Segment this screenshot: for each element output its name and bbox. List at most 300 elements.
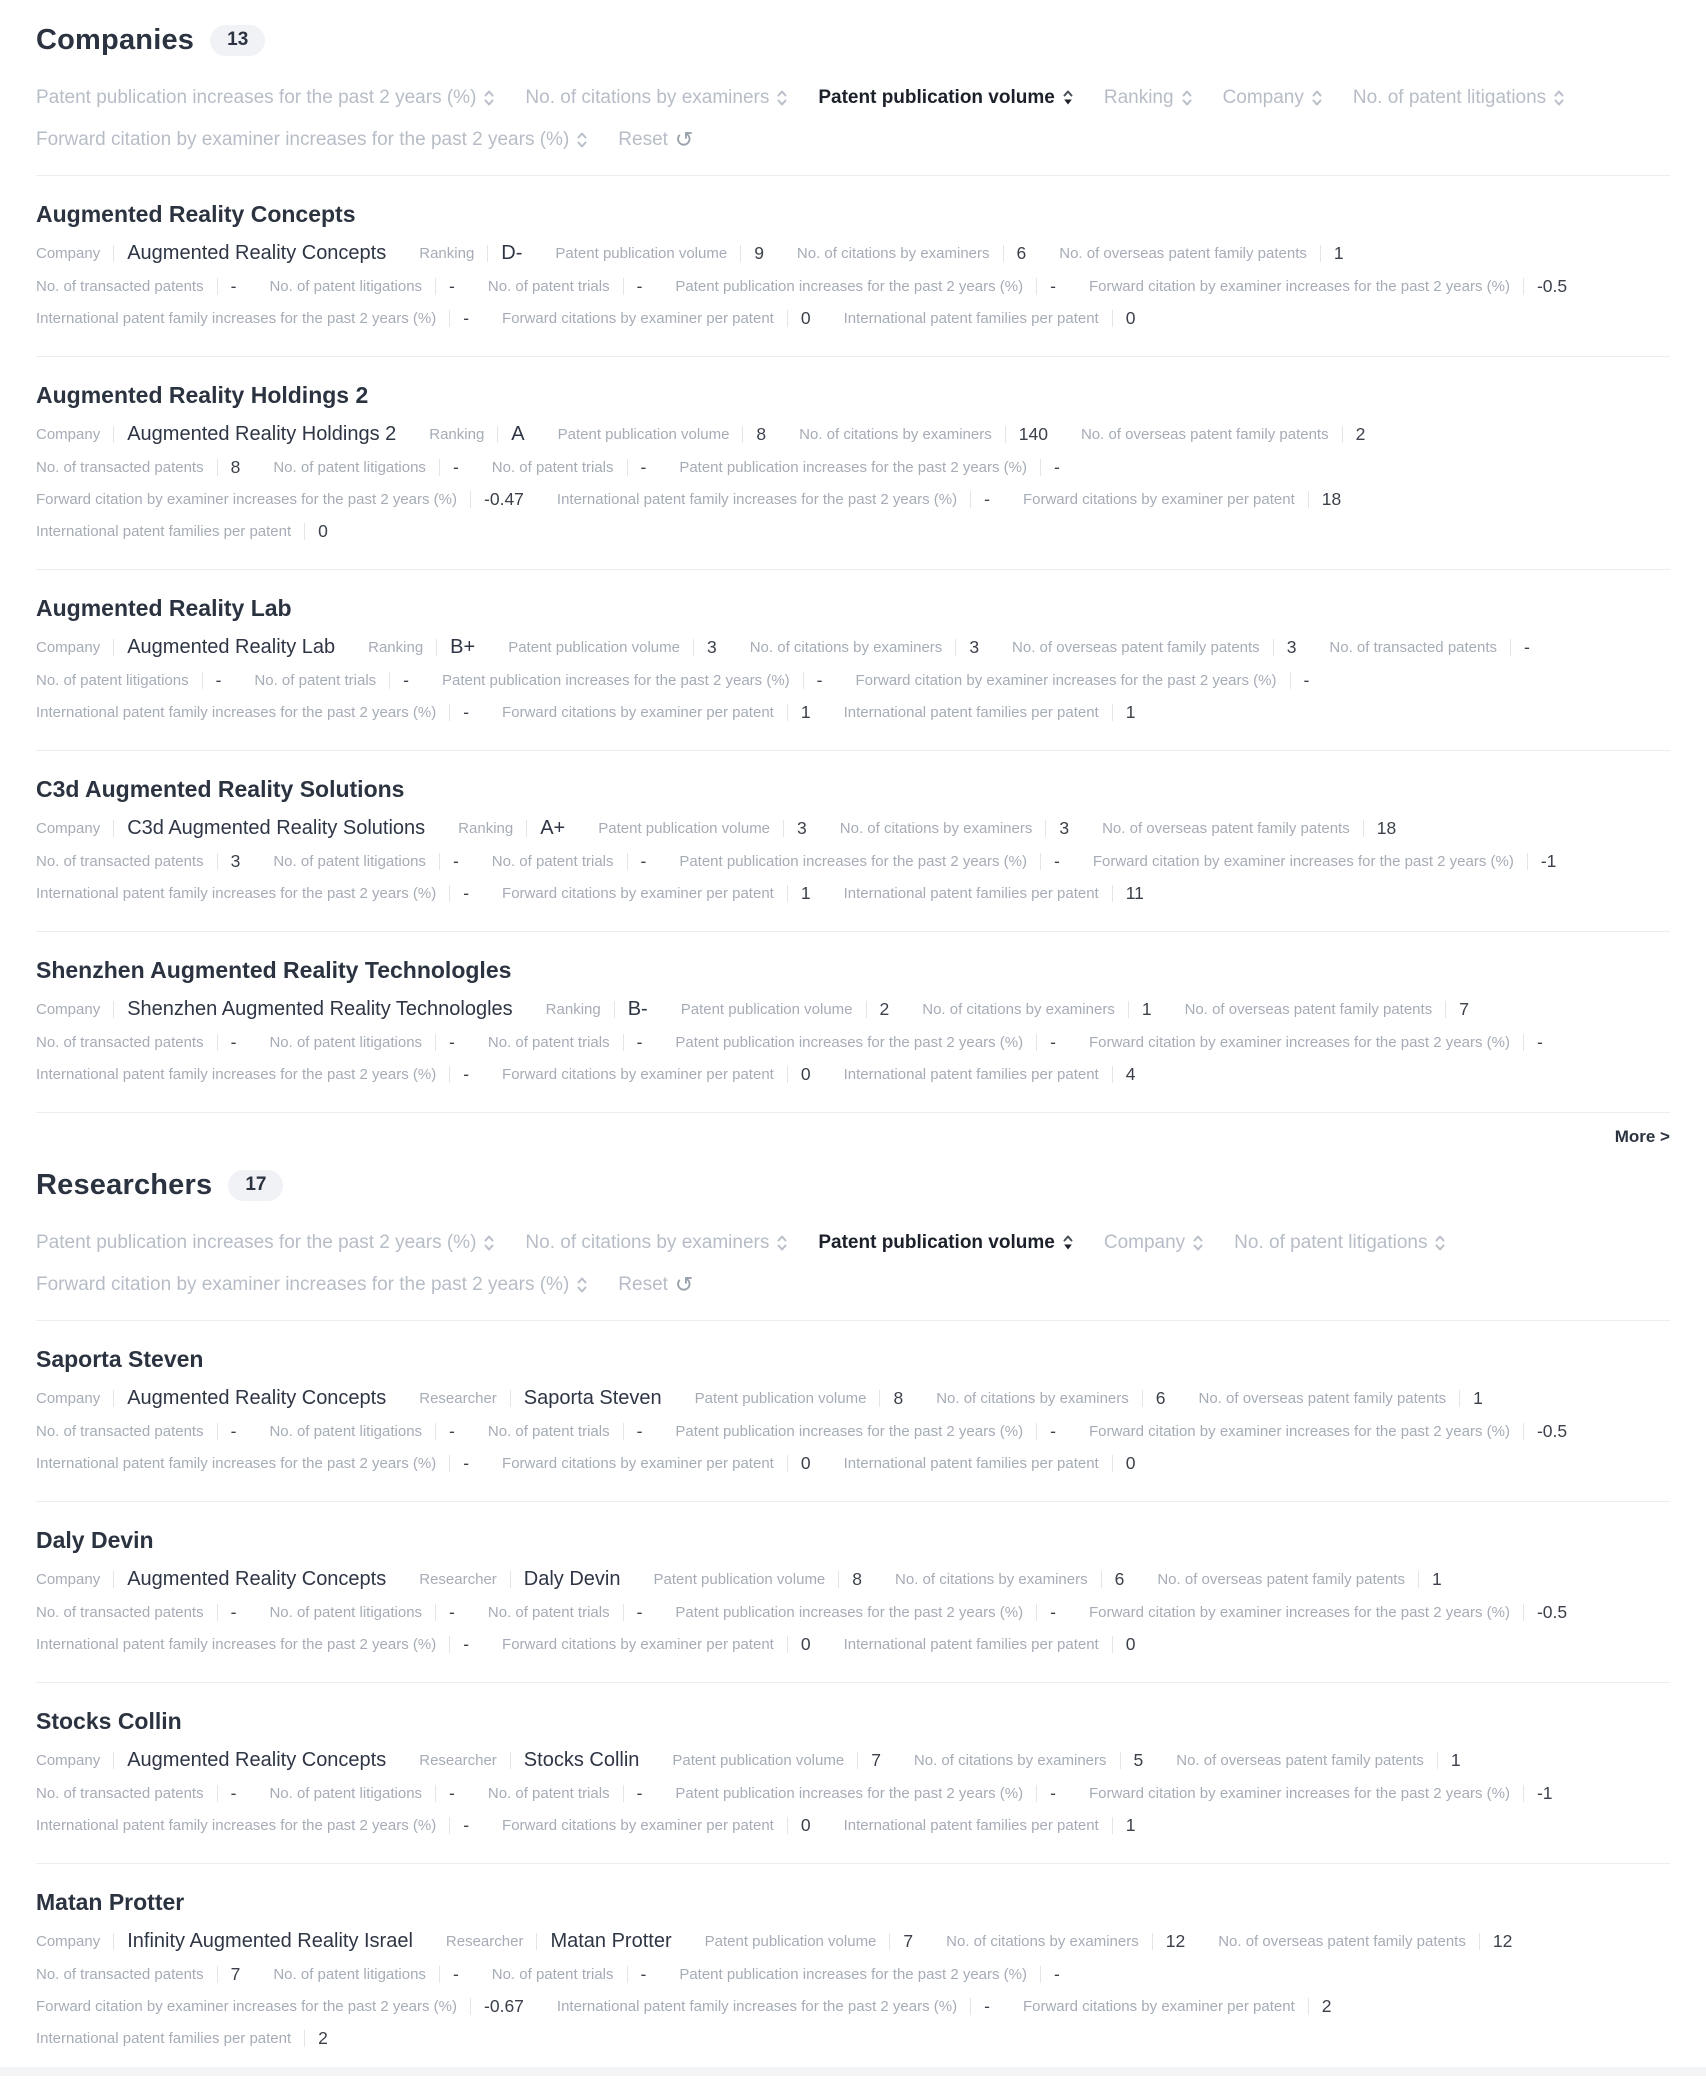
reset-button[interactable] (618, 129, 693, 151)
field-international-patent-family-increases-for-the-past-2-years (36, 1453, 469, 1474)
field-value: - (640, 457, 647, 477)
field-value: Saporta Steven (523, 1387, 662, 1409)
field-value: 0 (1125, 1634, 1136, 1654)
field-forward-citations-by-examiner-per-patent (502, 883, 811, 904)
field-value: 3 (1286, 637, 1297, 657)
field-label: Company (36, 1571, 101, 1588)
field-divider (1273, 639, 1274, 656)
field-divider (113, 1001, 114, 1018)
field-no-of-patent-litigations (269, 1602, 454, 1623)
field-forward-citations-by-examiner-per-patent (502, 308, 811, 329)
entry-title[interactable]: C3d Augmented Reality Solutions (36, 776, 405, 802)
field-international-patent-families-per-patent (844, 883, 1144, 904)
field-divider (1036, 1785, 1037, 1802)
field-divider (1003, 245, 1004, 262)
field-value: - (984, 489, 990, 509)
field-label: No. of overseas patent family patents (1012, 639, 1260, 656)
field-divider (1523, 1423, 1524, 1440)
field-value: 7 (230, 1964, 241, 1984)
field-divider (1418, 1571, 1419, 1588)
field-divider (1320, 245, 1321, 262)
sort-icon (1181, 88, 1193, 108)
field-label: Researcher (419, 1571, 497, 1588)
field-international-patent-family-increases-for-the-past-2-years (557, 489, 990, 510)
sorter-row (36, 87, 1670, 109)
field-forward-citation-by-examiner-increases-for-the-past-2-years (36, 1996, 524, 2017)
field-divider (217, 853, 218, 870)
field-label: No. of citations by examiners (913, 1752, 1107, 1769)
field-no-of-patent-litigations (269, 276, 454, 297)
field-divider (623, 1423, 624, 1440)
field-forward-citation-by-examiner-increases-for-the-past-2-years (856, 670, 1310, 691)
field-label: No. of patent trials (487, 1604, 610, 1621)
field-value: -1 (1540, 851, 1557, 871)
field-label: No. of transacted patents (36, 278, 204, 295)
field-value: - (230, 276, 237, 296)
field-label: Patent publication increases for the past 2 years (%) (675, 1034, 1024, 1051)
field-forward-citations-by-examiner-per-patent (502, 1634, 811, 1655)
field-divider (627, 459, 628, 476)
sorter-rows (36, 87, 1670, 151)
field-label: Forward citations by examiner per patent (502, 885, 774, 902)
field-forward-citation-by-examiner-increases-for-the-past-2-years (1089, 1783, 1553, 1804)
field-patent-publication-increases-for-the-past-2-years (679, 1964, 1060, 1985)
field-label: Company (36, 1933, 101, 1950)
field-value: -0.67 (484, 1996, 524, 2016)
field-label: Patent publication increases for the past 2 years (%) (675, 1423, 1024, 1440)
field-forward-citation-by-examiner-increases-for-the-past-2-years (36, 489, 524, 510)
field-label: No. of overseas patent family patents (1184, 1001, 1433, 1018)
field-label: Patent publication increases for the past 2 years (%) (675, 1785, 1024, 1802)
field-no-of-overseas-patent-family-patents (1059, 243, 1343, 264)
field-label: Forward citation by examiner increases for the past 2 years (%) (1092, 853, 1514, 870)
field-divider (787, 310, 788, 327)
field-value: 0 (1125, 308, 1136, 328)
field-value: - (1536, 1032, 1543, 1052)
field-ranking (368, 636, 475, 659)
field-value: 2 (879, 999, 890, 1019)
field-no-of-citations-by-examiners (936, 1388, 1165, 1409)
field-patent-publication-increases-for-the-past-2-years (675, 1421, 1056, 1442)
field-patent-publication-volume (508, 637, 717, 658)
field-forward-citations-by-examiner-per-patent (502, 1815, 811, 1836)
field-value: - (449, 1032, 455, 1052)
field-patent-publication-volume (681, 999, 890, 1020)
sorter-no-of-citations-by-examiners[interactable] (525, 87, 788, 109)
field-forward-citations-by-examiner-per-patent (502, 702, 811, 723)
field-value: Daly Devin (523, 1568, 621, 1590)
field-label: International patent family increases for the past 2 years (%) (36, 310, 437, 327)
sorter-ranking[interactable] (1104, 87, 1193, 109)
field-no-of-citations-by-examiners (799, 424, 1048, 445)
field-forward-citations-by-examiner-per-patent (502, 1453, 811, 1474)
field-divider (1040, 1966, 1041, 1983)
field-divider (857, 1752, 858, 1769)
sort-icon (483, 88, 495, 108)
bottom-divider (0, 2067, 1706, 2076)
field-company (36, 636, 335, 659)
field-divider (1005, 426, 1006, 443)
field-divider (435, 1604, 436, 1621)
sorter-label: No. of patent litigations (1234, 1232, 1428, 1253)
field-no-of-patent-trials (488, 1421, 643, 1442)
field-label: No. of patent trials (254, 672, 377, 689)
field-researcher (419, 1568, 620, 1591)
field-divider (436, 639, 437, 656)
field-international-patent-families-per-patent (844, 1815, 1136, 1836)
field-label: Forward citations by examiner per patent (502, 1817, 774, 1834)
field-label: No. of overseas patent family patents (1080, 426, 1329, 443)
entry-fields (36, 1930, 1571, 2049)
field-company (36, 1387, 386, 1410)
field-no-of-patent-trials (254, 670, 409, 691)
field-no-of-patent-trials (492, 457, 647, 478)
field-divider (787, 704, 788, 721)
sort-icon (576, 1275, 588, 1295)
field-divider (1036, 1423, 1037, 1440)
field-no-of-transacted-patents (1329, 637, 1529, 658)
field-value: 0 (318, 521, 328, 541)
field-value: Augmented Reality Lab (127, 636, 336, 658)
field-label: No. of transacted patents (36, 459, 204, 476)
sorter-no-of-citations-by-examiners[interactable] (525, 1232, 788, 1254)
field-company (36, 1568, 386, 1591)
field-value: - (215, 670, 222, 690)
entry (36, 1320, 1670, 1501)
field-label: No. of overseas patent family patents (1218, 1933, 1466, 1950)
field-label: Patent publication volume (598, 820, 771, 837)
field-divider (1142, 1390, 1143, 1407)
field-label: No. of overseas patent family patents (1176, 1752, 1424, 1769)
field-label: Patent publication increases for the past 2 years (%) (679, 1966, 1028, 1983)
field-label: Forward citation by examiner increases for the past 2 years (%) (1088, 278, 1510, 295)
field-value: 8 (756, 424, 767, 444)
field-divider (449, 1817, 450, 1834)
sorter-no-of-patent-litigations[interactable] (1353, 87, 1565, 109)
field-label: Company (36, 639, 101, 656)
field-divider (439, 1966, 440, 1983)
field-divider (1112, 1066, 1113, 1083)
field-value: Augmented Reality Concepts (127, 1387, 387, 1409)
field-divider (389, 672, 390, 689)
field-no-of-overseas-patent-family-patents (1012, 637, 1296, 658)
field-forward-citation-by-examiner-increases-for-the-past-2-years (1089, 1602, 1567, 1623)
field-divider (510, 1390, 511, 1407)
field-divider (113, 1933, 114, 1950)
field-label: No. of citations by examiners (895, 1571, 1088, 1588)
field-label: Company (36, 1001, 101, 1018)
entry-fields (36, 423, 1571, 542)
field-divider (1437, 1752, 1438, 1769)
field-label: Forward citations by examiner per patent (502, 310, 774, 327)
field-divider (1112, 885, 1113, 902)
field-label: No. of overseas patent family patents (1198, 1390, 1447, 1407)
more-link[interactable]: More > (1614, 1127, 1670, 1146)
entry-fields (36, 636, 1571, 723)
entry-title[interactable]: Augmented Reality Concepts (36, 201, 356, 227)
field-divider (627, 853, 628, 870)
field-value: - (640, 1964, 647, 1984)
field-label: No. of patent trials (487, 1785, 610, 1802)
field-value: 6 (1114, 1569, 1125, 1589)
field-international-patent-family-increases-for-the-past-2-years (36, 308, 469, 329)
field-company (36, 1749, 386, 1772)
field-label: No. of transacted patents (36, 1034, 204, 1051)
sorter-company[interactable] (1223, 87, 1323, 109)
field-patent-publication-increases-for-the-past-2-years (675, 1032, 1056, 1053)
sorter-patent-publication-increases-for-the-past-2-years[interactable] (36, 1232, 495, 1254)
field-divider (217, 459, 218, 476)
field-label: Forward citation by examiner increases for the past 2 years (%) (1088, 1785, 1510, 1802)
field-label: Ranking (545, 1001, 601, 1018)
field-value: 3 (230, 851, 241, 871)
field-label: Forward citations by examiner per patent (502, 704, 774, 721)
field-forward-citations-by-examiner-per-patent (1023, 489, 1341, 510)
field-value: 3 (797, 818, 807, 838)
field-value: - (449, 1783, 455, 1803)
field-label: No. of patent litigations (273, 459, 426, 476)
field-divider (1510, 639, 1511, 656)
field-value: - (463, 1453, 470, 1473)
sorter-company[interactable] (1104, 1232, 1204, 1254)
field-label: International patent families per patent (843, 310, 1099, 327)
field-no-of-patent-litigations (269, 1783, 454, 1804)
field-divider (1040, 459, 1041, 476)
field-label: International patent families per patent (843, 1636, 1099, 1653)
section-header (36, 24, 1670, 57)
field-label: Researcher (419, 1752, 497, 1769)
field-value: - (1054, 1964, 1060, 1984)
field-divider (439, 459, 440, 476)
field-international-patent-families-per-patent (844, 308, 1136, 329)
field-label: International patent families per patent (36, 2030, 292, 2047)
field-divider (449, 885, 450, 902)
field-patent-publication-volume (672, 1750, 881, 1771)
field-value: - (636, 276, 643, 296)
field-company (36, 998, 513, 1021)
sorter-label: Forward citation by examiner increases for the past 2 years (%) (36, 1274, 570, 1295)
field-label: No. of citations by examiners (796, 245, 990, 262)
field-value: - (463, 1634, 470, 1654)
field-no-of-transacted-patents (36, 1421, 236, 1442)
field-label: Patent publication volume (672, 1752, 845, 1769)
field-label: Patent publication increases for the past 2 years (%) (679, 459, 1028, 476)
entry-title[interactable]: Augmented Reality Lab (36, 595, 292, 621)
field-value: 3 (969, 637, 980, 657)
entry-title[interactable]: Matan Protter (36, 1889, 185, 1915)
field-divider (623, 1604, 624, 1621)
field-no-of-citations-by-examiners (895, 1569, 1124, 1590)
field-value: - (1050, 1032, 1056, 1052)
sorter-no-of-patent-litigations[interactable] (1234, 1232, 1446, 1254)
field-no-of-transacted-patents (36, 1032, 236, 1053)
field-value: 1 (1141, 999, 1152, 1019)
reset-button[interactable] (618, 1274, 693, 1296)
field-label: International patent family increases for the past 2 years (%) (36, 885, 437, 902)
sort-icon (776, 88, 788, 108)
sorter-label: Reset (618, 129, 668, 150)
field-label: No. of citations by examiners (936, 1390, 1129, 1407)
reset-icon: ↺ (674, 127, 694, 152)
field-label: Forward citations by examiner per patent (502, 1636, 774, 1653)
field-value: - (1054, 851, 1060, 871)
field-value: Augmented Reality Concepts (127, 1749, 387, 1771)
field-no-of-overseas-patent-family-patents (1081, 424, 1365, 445)
sort-icon (1062, 1233, 1074, 1253)
field-divider (866, 1001, 867, 1018)
field-label: No. of patent litigations (269, 1785, 423, 1802)
field-patent-publication-volume (558, 424, 767, 445)
field-international-patent-family-increases-for-the-past-2-years (36, 1634, 469, 1655)
field-no-of-patent-trials (492, 851, 647, 872)
field-patent-publication-increases-for-the-past-2-years (679, 851, 1060, 872)
field-value: 1 (1473, 1388, 1483, 1408)
field-value: Infinity Augmented Reality Israel (127, 1930, 413, 1952)
field-value: 8 (893, 1388, 904, 1408)
field-value: Matan Protter (550, 1930, 672, 1952)
sorter-label: No. of patent litigations (1352, 87, 1547, 108)
field-divider (787, 885, 788, 902)
field-value: - (452, 851, 459, 871)
entry (36, 356, 1670, 569)
field-label: Patent publication volume (680, 1001, 853, 1018)
sorter-label: No. of citations by examiners (525, 87, 770, 108)
sorter-patent-publication-increases-for-the-past-2-years[interactable] (36, 87, 495, 109)
field-no-of-patent-litigations (269, 1032, 454, 1053)
field-divider (449, 1636, 450, 1653)
field-value: - (1303, 670, 1310, 690)
field-value: -0.5 (1536, 1602, 1568, 1622)
field-label: International patent family increases for the past 2 years (%) (36, 1636, 437, 1653)
field-label: Forward citation by examiner increases for the past 2 years (%) (1088, 1604, 1510, 1621)
field-label: International patent family increases for the past 2 years (%) (36, 1455, 437, 1472)
sorter-row (36, 1274, 1670, 1296)
entry-title[interactable]: Stocks Collin (36, 1708, 182, 1734)
field-value: 1 (1125, 702, 1136, 722)
field-label: No. of citations by examiners (839, 820, 1033, 837)
field-label: Company (36, 426, 101, 443)
sorter-forward-citation-by-examiner-increases-for-the-past-2-years[interactable] (36, 1274, 588, 1296)
field-value: - (463, 883, 470, 903)
field-ranking (419, 242, 522, 265)
field-patent-publication-increases-for-the-past-2-years (675, 1783, 1056, 1804)
field-label: Ranking (429, 426, 485, 443)
field-divider (1112, 704, 1113, 721)
field-value: - (640, 851, 647, 871)
field-value: B+ (450, 636, 476, 658)
field-divider (623, 1785, 624, 1802)
field-no-of-overseas-patent-family-patents (1199, 1388, 1483, 1409)
field-value: 1 (1333, 243, 1344, 263)
field-researcher (419, 1387, 661, 1410)
field-divider (1036, 278, 1037, 295)
field-divider (1152, 1933, 1153, 1950)
sorter-patent-publication-volume[interactable] (818, 1232, 1073, 1254)
field-label: No. of citations by examiners (749, 639, 943, 656)
field-divider (497, 426, 498, 443)
field-label: Forward citation by examiner increases for the past 2 years (%) (1088, 1423, 1510, 1440)
field-label: Company (36, 1752, 101, 1769)
field-no-of-citations-by-examiners (946, 1931, 1185, 1952)
field-divider (202, 672, 203, 689)
field-patent-publication-increases-for-the-past-2-years (675, 276, 1056, 297)
field-divider (783, 820, 784, 837)
field-label: Company (36, 245, 101, 262)
field-divider (1445, 1001, 1446, 1018)
entry-fields (36, 817, 1571, 904)
field-divider (449, 310, 450, 327)
field-divider (217, 1423, 218, 1440)
entry-title[interactable]: Augmented Reality Holdings 2 (36, 382, 369, 408)
entry-title[interactable]: Daly Devin (36, 1527, 154, 1553)
field-divider (1101, 1571, 1102, 1588)
entry-title[interactable]: Shenzhen Augmented Reality Technologles (36, 957, 512, 983)
entry (36, 1863, 1670, 2076)
field-divider (970, 1998, 971, 2015)
field-divider (113, 426, 114, 443)
field-divider (803, 672, 804, 689)
field-divider (1112, 1636, 1113, 1653)
section-count-badge: 17 (228, 1170, 283, 1201)
field-label: Company (36, 820, 101, 837)
field-value: - (449, 1602, 455, 1622)
field-value: 2 (318, 2028, 328, 2048)
field-value: 0 (800, 1634, 811, 1654)
field-value: 1 (800, 702, 811, 722)
field-divider (113, 820, 114, 837)
field-divider (435, 1785, 436, 1802)
more-row (36, 1112, 1670, 1159)
field-value: - (463, 702, 470, 722)
field-divider (449, 1066, 450, 1083)
sorter-forward-citation-by-examiner-increases-for-the-past-2-years[interactable] (36, 129, 588, 151)
field-value: Augmented Reality Concepts (127, 1568, 387, 1590)
field-patent-publication-increases-for-the-past-2-years (442, 670, 823, 691)
field-label: No. of patent litigations (269, 1423, 423, 1440)
field-no-of-overseas-patent-family-patents (1157, 1569, 1441, 1590)
field-label: Patent publication volume (555, 245, 728, 262)
field-divider (1523, 278, 1524, 295)
field-value: 2 (1321, 1996, 1332, 2016)
field-value: - (1050, 1602, 1056, 1622)
field-label: No. of patent litigations (36, 672, 189, 689)
field-patent-publication-volume (555, 243, 764, 264)
field-international-patent-families-per-patent (36, 521, 328, 542)
field-value: - (449, 1421, 455, 1441)
field-label: Patent publication increases for the past 2 years (%) (679, 853, 1028, 870)
field-divider (1112, 310, 1113, 327)
field-divider (742, 426, 743, 443)
field-value: 12 (1165, 1931, 1186, 1951)
field-divider (217, 1966, 218, 1983)
entry (36, 1682, 1670, 1863)
field-label: Forward citation by examiner increases for the past 2 years (%) (36, 1998, 458, 2015)
sorter-patent-publication-volume[interactable] (818, 87, 1073, 109)
sort-icon (1553, 88, 1565, 108)
field-no-of-overseas-patent-family-patents (1185, 999, 1469, 1020)
field-value: 7 (871, 1750, 881, 1770)
field-divider (1308, 1998, 1309, 2015)
field-international-patent-families-per-patent (844, 1064, 1136, 1085)
field-divider (1523, 1034, 1524, 1051)
sorter-rows (36, 1232, 1670, 1296)
field-divider (487, 245, 488, 262)
field-label: Forward citation by examiner increases for the past 2 years (%) (855, 672, 1277, 689)
field-label: No. of overseas patent family patents (1102, 820, 1350, 837)
field-divider (449, 1455, 450, 1472)
entry-fields (36, 1749, 1571, 1836)
entry-title[interactable]: Saporta Steven (36, 1346, 204, 1372)
